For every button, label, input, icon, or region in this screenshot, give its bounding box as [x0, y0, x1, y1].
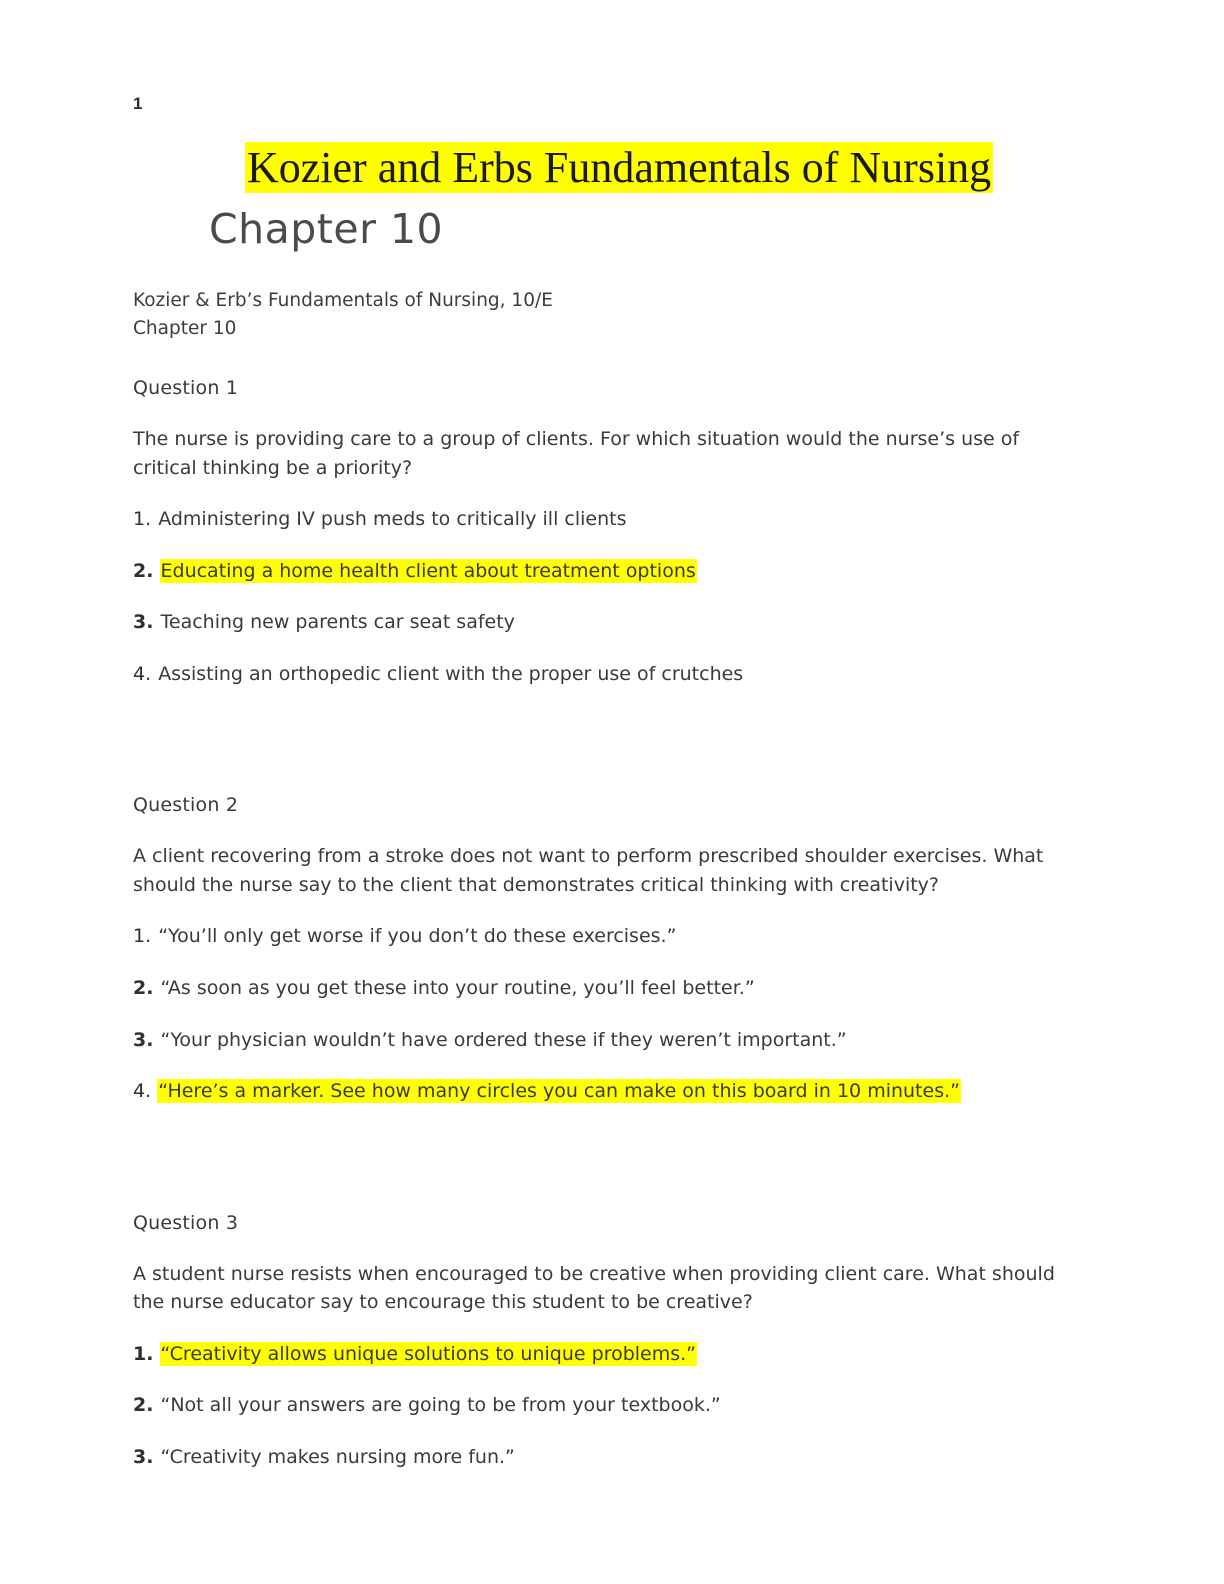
- option-item: [133, 506, 1073, 534]
- option-text: “You’ll only get worse if you don’t do these exercises.”: [158, 925, 677, 948]
- question-stem: The nurse is providing care to a group of clients. For which situation would the nurse’s use of critical thinking be a priority?: [133, 428, 1020, 479]
- option-number: 2.: [133, 1394, 154, 1417]
- question-stem: A client recovering from a stroke does not want to perform prescribed shoulder exercises. What should the nurse say to the client that demonstrates critical thinking with creativity?: [133, 845, 1044, 896]
- option-text: “Not all your answers are going to be from your textbook.”: [160, 1394, 721, 1417]
- option-item: [133, 1444, 1073, 1472]
- section-spacer: [133, 688, 1073, 760]
- option-number: 1.: [133, 1342, 154, 1365]
- document-title: Kozier and Erbs Fundamentals of Nursing: [247, 143, 992, 192]
- chapter-heading: Chapter 10: [209, 205, 444, 253]
- question-label: Question 1: [133, 377, 239, 400]
- option-item: [133, 609, 1073, 637]
- option-item: [133, 1341, 1073, 1369]
- meta-line-1: Kozier & Erb’s Fundamentals of Nursing, 10/E: [133, 290, 553, 311]
- section-spacer: [133, 1106, 1073, 1178]
- option-number: 3.: [133, 1445, 154, 1468]
- option-text: Administering IV push meds to critically ill clients: [158, 508, 627, 531]
- meta-line-2: Chapter 10: [133, 318, 237, 340]
- option-text: “Creativity allows unique solutions to unique problems.”: [160, 1342, 697, 1365]
- option-text: “Creativity makes nursing more fun.”: [160, 1445, 515, 1468]
- question-block: [133, 794, 1073, 1105]
- question-block: [133, 1212, 1073, 1472]
- option-item: [133, 1392, 1073, 1420]
- option-item: [133, 1078, 1073, 1106]
- option-text: “Your physician wouldn’t have ordered these if they weren’t important.”: [160, 1028, 847, 1051]
- option-list: [133, 1341, 1073, 1472]
- option-text: “As soon as you get these into your routine, you’ll feel better.”: [160, 976, 755, 999]
- option-number: 1.: [133, 925, 152, 948]
- option-number: 2.: [133, 976, 154, 999]
- option-text: Educating a home health client about treatment options: [160, 559, 696, 582]
- option-text: Assisting an orthopedic client with the proper use of crutches: [158, 662, 744, 685]
- option-number: 4.: [133, 662, 152, 685]
- document-meta: [133, 287, 1073, 343]
- option-item: [133, 923, 1073, 951]
- option-number: 3.: [133, 611, 154, 634]
- page-number: 1: [133, 94, 143, 113]
- option-text: Teaching new parents car seat safety: [160, 611, 515, 634]
- question-stem: A student nurse resists when encouraged to be creative when providing client care. What should the nurse educator say to encourage this student to be creative?: [133, 1262, 1055, 1314]
- option-number: 4.: [133, 1080, 152, 1103]
- option-item: [133, 661, 1073, 689]
- option-number: 2.: [133, 559, 154, 582]
- option-number: 3.: [133, 1028, 154, 1051]
- document-title-container: [245, 140, 1073, 195]
- question-label: Question 3: [133, 1211, 239, 1234]
- page-content: [133, 95, 1073, 1471]
- option-list: [133, 923, 1073, 1105]
- option-item: [133, 558, 1073, 586]
- option-list: [133, 506, 1073, 688]
- option-item: [133, 1027, 1073, 1055]
- option-number: 1.: [133, 508, 152, 531]
- option-text: “Here’s a marker. See how many circles you can make on this board in 10 minutes.”: [158, 1080, 960, 1103]
- question-label: Question 2: [133, 794, 239, 817]
- option-item: [133, 975, 1073, 1003]
- question-block: [133, 377, 1073, 688]
